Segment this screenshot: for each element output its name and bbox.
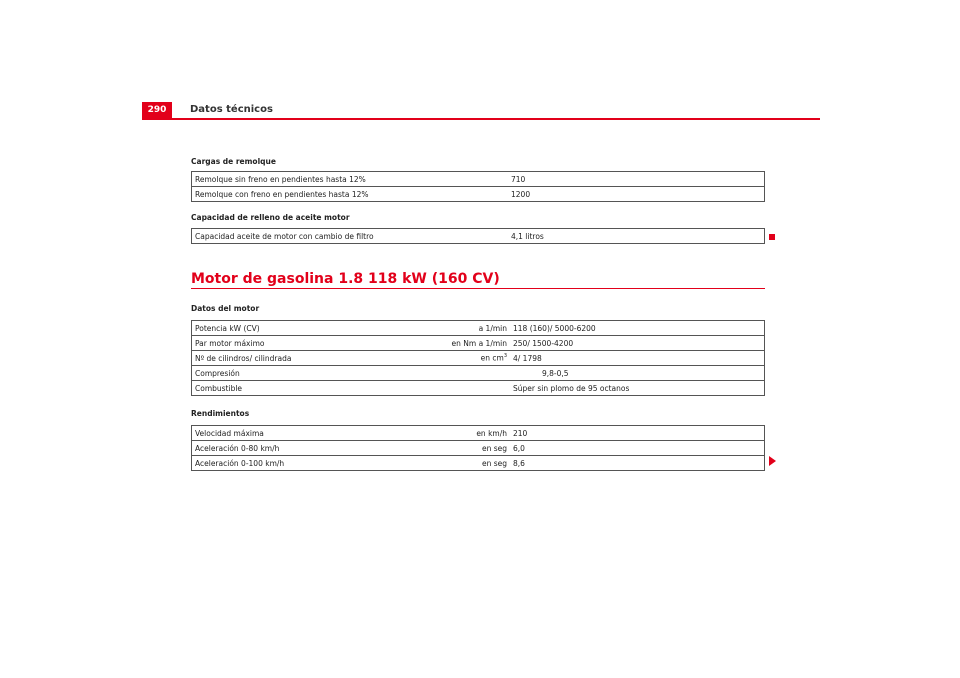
spec-label: Potencia kW (CV) (192, 321, 419, 336)
oil-table (191, 228, 765, 244)
engine-title-divider (191, 288, 765, 289)
table-row (192, 381, 765, 396)
spec-unit: en seg (418, 441, 510, 456)
spec-unit: en cm (480, 353, 504, 363)
towing-value: 710 (508, 172, 765, 187)
header-divider (142, 118, 820, 120)
spec-value: 210 (510, 426, 765, 441)
spec-value: 250/ 1500-4200 (510, 336, 765, 351)
spec-label: Nº de cilindros/ cilindrada (192, 351, 419, 366)
table-row (192, 321, 765, 336)
table-row (192, 336, 765, 351)
spec-value: 8,6 (510, 456, 765, 471)
continue-arrow-icon (769, 456, 776, 466)
engine-data-heading: Datos del motor (191, 304, 260, 313)
table-row (192, 426, 765, 441)
spec-unit: en km/h (418, 426, 510, 441)
spec-unit: en Nm a 1/min (418, 336, 510, 351)
towing-label: Remolque con freno en pendientes hasta 12% (192, 187, 509, 202)
performance-heading: Rendimientos (191, 409, 250, 418)
spec-label: Compresión (192, 366, 419, 381)
page-header-title: Datos técnicos (190, 104, 273, 115)
table-row (192, 172, 765, 187)
table-row (192, 441, 765, 456)
spec-unit-cell (418, 351, 510, 366)
towing-value: 1200 (508, 187, 765, 202)
performance-table (191, 425, 765, 471)
table-row (192, 351, 765, 366)
page-number: 290 (142, 102, 172, 118)
table-row (192, 229, 765, 244)
spec-label: Par motor máximo (192, 336, 419, 351)
spec-label: Aceleración 0-100 km/h (192, 456, 419, 471)
spec-label: Combustible (192, 381, 419, 396)
towing-table (191, 171, 765, 202)
spec-unit: a 1/min (418, 321, 510, 336)
table-row (192, 456, 765, 471)
oil-label: Capacidad aceite de motor con cambio de filtro (192, 229, 509, 244)
towing-label: Remolque sin freno en pendientes hasta 12% (192, 172, 509, 187)
spec-value: 9,8-0,5 (510, 366, 765, 381)
oil-value: 4,1 litros (508, 229, 765, 244)
spec-label: Velocidad máxima (192, 426, 419, 441)
spec-value: 6,0 (510, 441, 765, 456)
table-row (192, 187, 765, 202)
spec-unit (418, 381, 510, 396)
oil-heading: Capacidad de relleno de aceite motor (191, 213, 350, 222)
spec-value: 118 (160)/ 5000-6200 (510, 321, 765, 336)
spec-unit: en seg (418, 456, 510, 471)
section-end-marker (769, 234, 775, 240)
engine-title: Motor de gasolina 1.8 118 kW (160 CV) (191, 271, 500, 287)
spec-value: 4/ 1798 (510, 351, 765, 366)
towing-heading: Cargas de remolque (191, 157, 276, 166)
spec-unit-superscript: 3 (503, 353, 507, 360)
spec-value: Súper sin plomo de 95 octanos (510, 381, 765, 396)
spec-unit (418, 366, 510, 381)
spec-label: Aceleración 0-80 km/h (192, 441, 419, 456)
engine-data-table (191, 320, 765, 396)
table-row (192, 366, 765, 381)
